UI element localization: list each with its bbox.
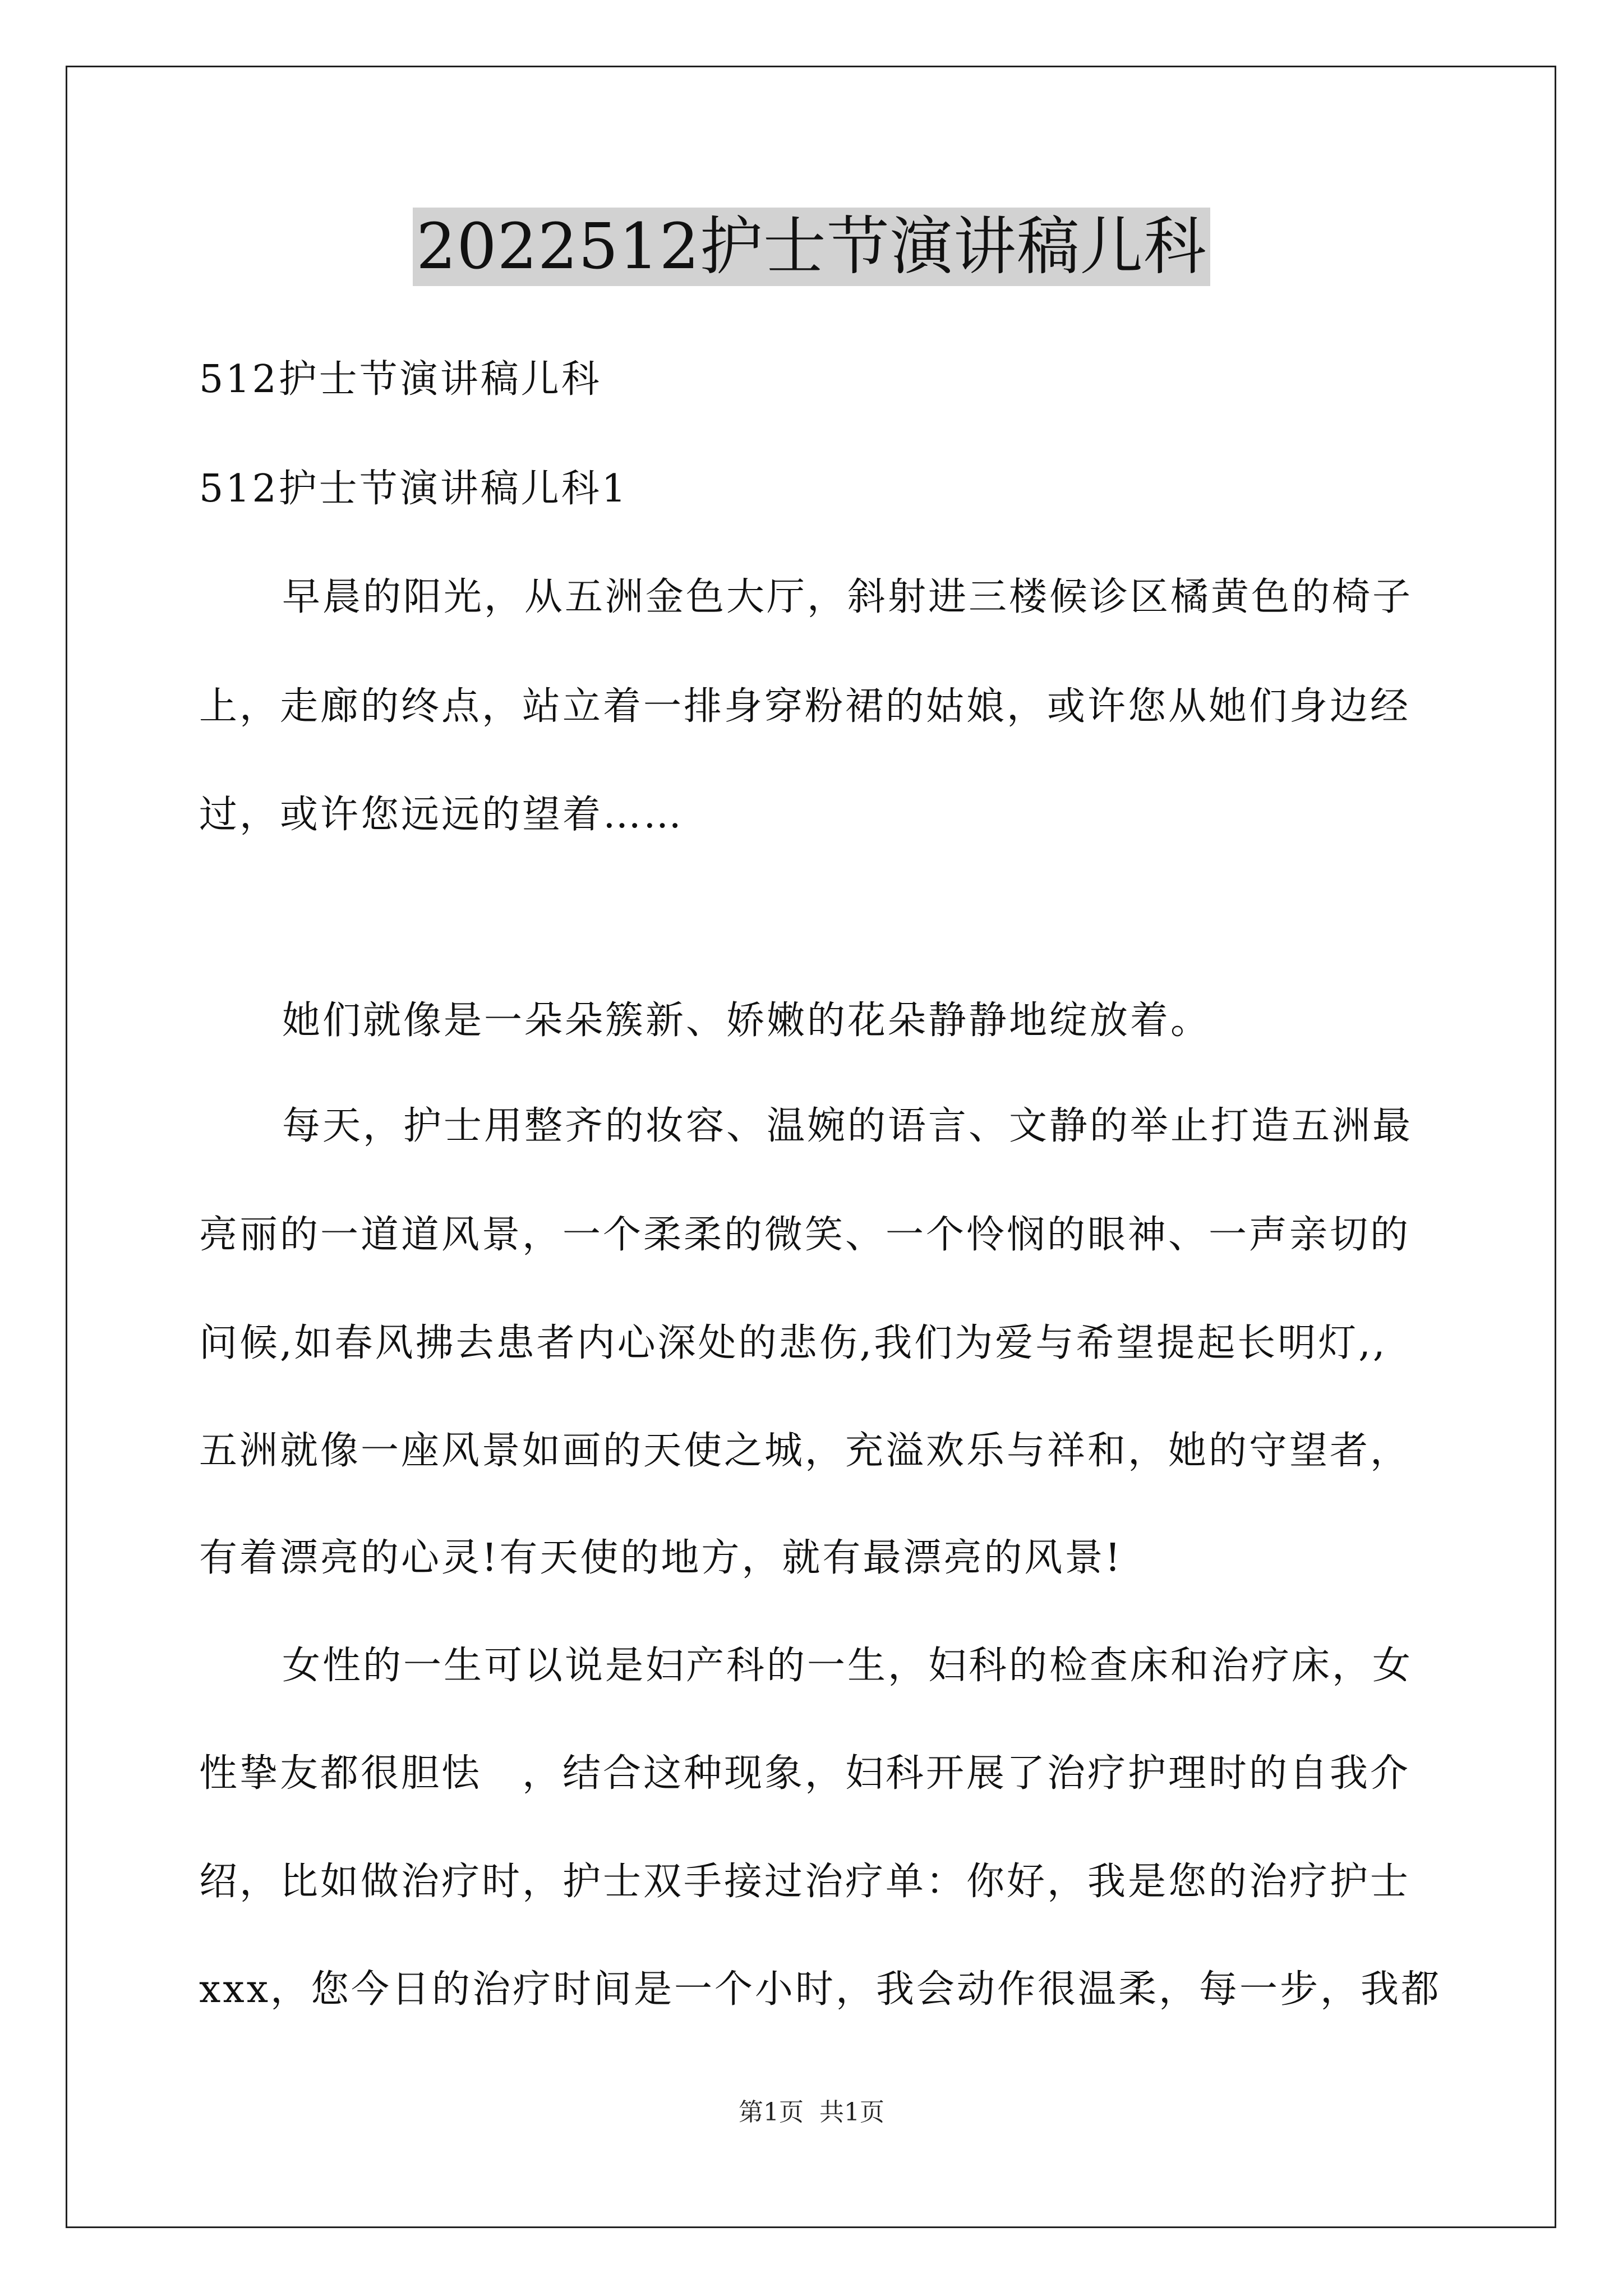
page-number: 第1页 xyxy=(739,2098,804,2127)
paragraph-line: 每天，护士用整齐的妆容、温婉的语言、文静的举止打造五洲最 xyxy=(282,1104,1413,1148)
paragraph-line: 五洲就像一座风景如画的天使之城，充溢欢乐与祥和，她的守望者， xyxy=(199,1429,1411,1473)
paragraph-line: 早晨的阳光，从五洲金色大厅，斜射进三楼候诊区橘黄色的椅子 xyxy=(282,575,1413,619)
paragraph-line: 女性的一生可以说是妇产科的一生，妇科的检查床和治疗床，女 xyxy=(282,1644,1413,1688)
paragraph-line: 有着漂亮的心灵!有天使的地方，就有最漂亮的风景! xyxy=(199,1536,1123,1580)
paragraph-line: xxx，您今日的治疗时间是一个小时，我会动作很温柔，每一步，我都 xyxy=(199,1967,1442,2012)
subtitle: 512护士节演讲稿儿科 xyxy=(199,357,602,402)
paragraph-line: 亮丽的一道道风景，一个柔柔的微笑、一个怜悯的眼神、一声亲切的 xyxy=(199,1213,1411,1257)
page-footer xyxy=(0,2096,1623,2129)
paragraph-line: 上，走廊的终点，站立着一排身穿粉裙的姑娘，或许您从她们身边经 xyxy=(199,684,1411,729)
paragraph-line: 性挚友都很胆怯 ，结合这种现象，妇科开展了治疗护理时的自我介 xyxy=(199,1751,1411,1796)
document-title: 2022512护士节演讲稿儿科 xyxy=(413,208,1210,286)
paragraph-line: 问候,如春风拂去患者内心深处的悲伤,我们为爱与希望提起长明灯,, xyxy=(199,1321,1387,1365)
title-container xyxy=(0,208,1623,286)
paragraph-line: 过，或许您远远的望着…… xyxy=(199,793,684,837)
page-total: 共1页 xyxy=(819,2098,884,2127)
paragraph-line: 她们就像是一朵朵簇新、娇嫩的花朵静静地绽放着。 xyxy=(282,999,1211,1043)
paragraph-line: 绍，比如做治疗时，护士双手接过治疗单：你好，我是您的治疗护士 xyxy=(199,1860,1411,1904)
section-heading: 512护士节演讲稿儿科1 xyxy=(199,467,629,511)
